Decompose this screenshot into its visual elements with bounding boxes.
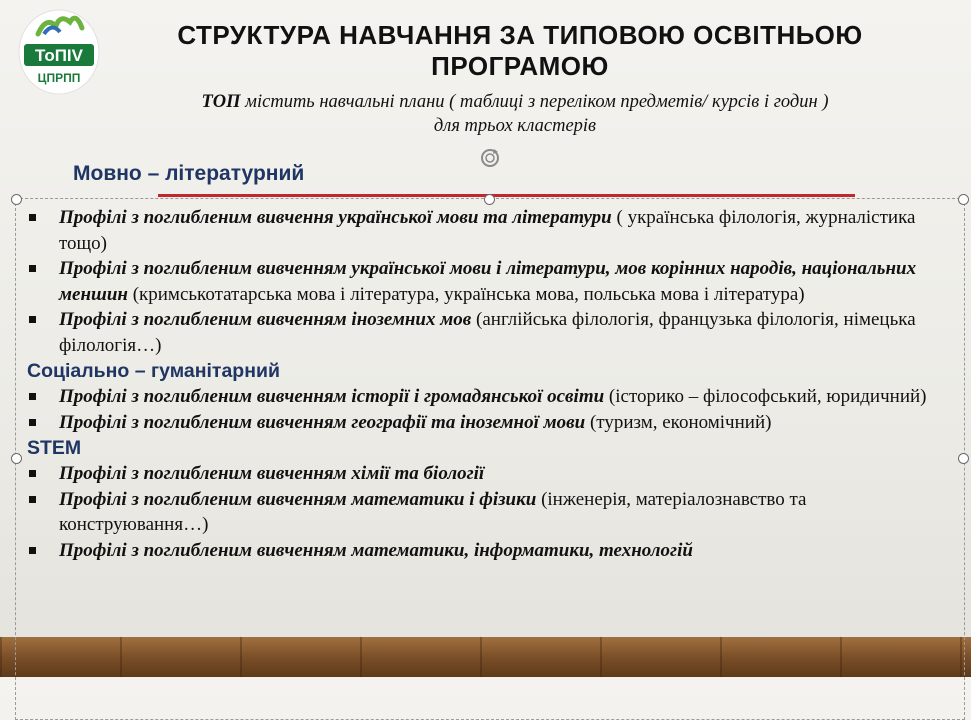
subtitle-line-1: містить навчальні плани ( таблиці з переліком предметів/ курсів і годин ) [240,92,829,112]
resize-handle-top-middle[interactable] [484,194,495,205]
list-item: Профілі з поглибленим вивчення української мови та літератури ( українська філологія, журналістика тощо) [25,205,955,256]
subtitle-bold: ТОП [201,92,241,112]
title-line-1: СТРУКТУРА НАВЧАННЯ ЗА ТИПОВОЮ ОСВІТНЬОЮ [177,20,863,50]
bullet-icon [29,496,36,503]
bullet-icon [29,393,36,400]
cluster-heading: Соціально – гуманітарний [27,360,280,382]
bullet-icon [29,470,36,477]
slide-subtitle [70,90,960,138]
slide-body-text[interactable] [25,205,955,563]
cluster-heading: Мовно – літературний [73,162,305,185]
resize-handle-top-left[interactable] [11,194,22,205]
resize-handle-middle-left[interactable] [11,453,22,464]
bullet-icon [29,214,36,221]
heading-underline [158,194,855,197]
svg-text:ЦПРПП: ЦПРПП [37,71,81,85]
slide-title [100,20,940,82]
list-item: Профілі з поглибленим вивченням історії і громадянської освіти (історико – філософський, юридичний) [25,384,955,410]
list-item: Профілі з поглибленим вивченням географії та іноземної мови (туризм, економічний) [25,410,955,436]
subtitle-line-2: для трьох кластерів [433,116,597,136]
resize-handle-top-right[interactable] [958,194,969,205]
cluster-heading: STEM [27,437,82,459]
bullet-icon [29,419,36,426]
list-item: Профілі з поглибленим вивченням математики, інформатики, технологій [25,538,955,564]
bullet-icon [29,265,36,272]
title-line-2: ПРОГРАМОЮ [431,51,609,81]
list-item: Профілі з поглибленим вивченням іноземних мов (англійська філологія, французька філологія, німецька філологія…) [25,307,955,358]
list-item: Профілі з поглибленим вивченням математики і фізики (інженерія, матеріалознавство та конструювання…) [25,487,955,538]
list-item: Профілі з поглибленим вивченням української мови і літератури, мов корінних народів, національних меншин (кримськотатарська мова і література, українська мова, польська мова і література) [25,256,955,307]
list-item: Профілі з поглибленим вивченням хімії та біології [25,461,955,487]
tpiv-logo [16,4,102,96]
bullet-icon [29,547,36,554]
bullet-icon [29,316,36,323]
svg-text:ТоПІV: ТоПІV [35,46,83,65]
resize-handle-middle-right[interactable] [958,453,969,464]
rotate-handle-icon[interactable] [478,146,502,170]
